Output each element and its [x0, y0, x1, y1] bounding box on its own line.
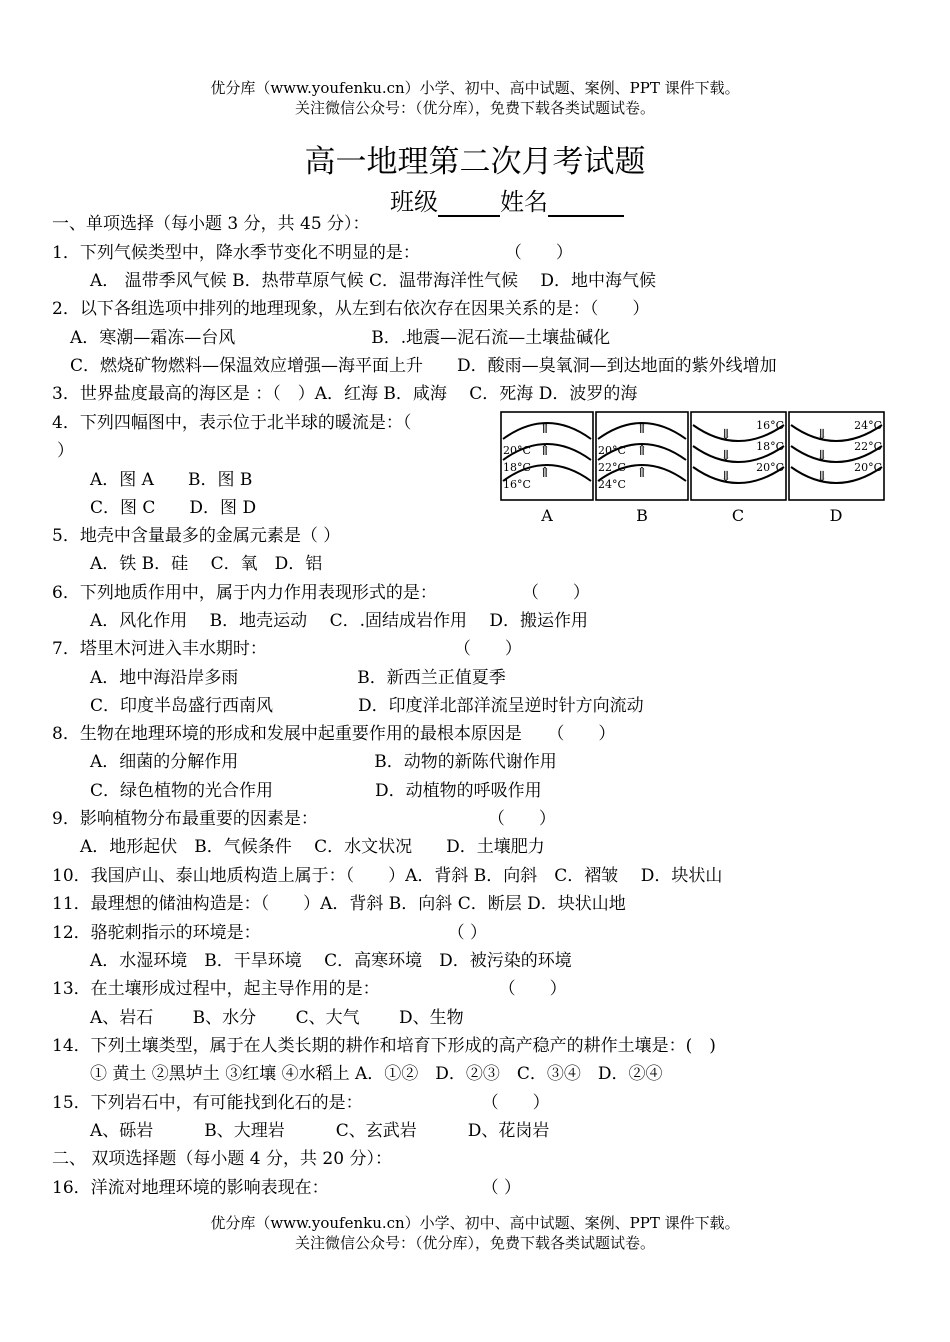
- ocean-current-figure: [500, 411, 910, 529]
- question-line: 6．下列地质作用中，属于内力作用表现形式的是： （ ）: [52, 583, 590, 603]
- panel-label: C: [731, 506, 745, 525]
- arrow-up-icon: ⇑: [539, 443, 551, 459]
- header-line-2: 关注微信公众号：（优分库），免费下载各类试题试卷。: [294, 99, 655, 117]
- arrow-up-icon: ⇑: [636, 465, 648, 481]
- name-blank: [548, 193, 624, 217]
- question-line: 1．下列气候类型中，降水季节变化不明显的是： （ ）: [52, 243, 573, 263]
- footer-line-1: 优分库（www.youfenku.cn）小学、初中、高中试题、案例、PPT 课件下载。: [210, 1214, 740, 1232]
- question-line: 7．塔里木河进入丰水期时： （ ）: [52, 639, 522, 659]
- option-line: A． 温带季风气候 B．热带草原气候 C．温带海洋性气候 D．地中海气候: [90, 271, 657, 291]
- isotherm-label: 22°C: [854, 440, 882, 453]
- page-title: 高一地理第二次月考试题: [304, 144, 646, 180]
- header-line-1: 优分库（www.youfenku.cn）小学、初中、高中试题、案例、PPT 课件下载。: [210, 79, 740, 97]
- class-label: 班级: [390, 188, 438, 216]
- question-line: 15．下列岩石中，有可能找到化石的是： （ ）: [52, 1093, 550, 1113]
- option-line: A．寒潮—霜冻—台风 B．.地震—泥石流—土壤盐碱化: [70, 328, 611, 348]
- option-line: C．印度半岛盛行西南风 D．印度洋北部洋流呈逆时针方向流动: [90, 696, 644, 716]
- panel-label: B: [636, 506, 648, 525]
- name-label: 姓名: [500, 188, 548, 216]
- question-line: 16．洋流对地理环境的影响表现在： （ ）: [52, 1178, 522, 1198]
- section-2-heading: 二、 双项选择题（每小题 4 分，共 20 分）：: [52, 1149, 392, 1169]
- isotherm-label: 16°C: [756, 419, 784, 432]
- question-line: 11．最理想的储油构造是：（ ）A．背斜 B．向斜 C．断层 D．块状山地: [52, 894, 626, 914]
- option-line: C．燃烧矿物燃料—保温效应增强—海平面上升 D．酸雨—臭氧洞—到达地面的紫外线增加: [70, 356, 777, 376]
- question-line: 14．下列土壤类型，属于在人类长期的耕作和培育下形成的高产稳产的耕作土壤是：( ): [52, 1036, 716, 1056]
- panel-d: [789, 412, 884, 525]
- question-line: 13．在土壤形成过程中，起主导作用的是： （ ）: [52, 979, 567, 999]
- question-line: 3．世界盐度最高的海区是 ：（ ）A．红海 B．咸海 C．死海 D．波罗的海: [52, 384, 638, 404]
- option-line: A．水湿环境 B．干旱环境 C．高寒环境 D．被污染的环境: [90, 951, 572, 971]
- arrow-down-icon: ⇓: [816, 469, 828, 485]
- arrow-down-icon: ⇓: [816, 448, 828, 464]
- arrow-up-icon: ⇑: [636, 443, 648, 459]
- option-line: A、岩石 B、水分 C、大气 D、生物: [90, 1008, 464, 1028]
- arrow-up-icon: ⇑: [539, 421, 551, 437]
- isotherm-label: 18°C: [756, 440, 784, 453]
- arrow-up-icon: ⇑: [636, 421, 648, 437]
- arrow-down-icon: ⇓: [720, 448, 732, 464]
- panel-label: A: [541, 506, 553, 525]
- class-blank: [438, 193, 500, 217]
- option-line: A．细菌的分解作用 B．动物的新陈代谢作用: [90, 752, 557, 772]
- panel-c: [691, 412, 786, 525]
- option-line: A．铁 B．硅 C．氧 D．铝: [90, 554, 323, 574]
- question-line: 2．以下各组选项中排列的地理现象，从左到右依次存在因果关系的是：（ ）: [52, 299, 650, 319]
- isotherm-label: 20°C: [598, 444, 626, 457]
- option-line: C．图 C D．图 D: [90, 498, 257, 518]
- arrow-down-icon: ⇓: [720, 427, 732, 443]
- arrow-down-icon: ⇓: [816, 427, 828, 443]
- question-line: 10．我国庐山、泰山地质构造上属于：（ ）A．背斜 B．向斜 C．褶皱 D．块状山: [52, 866, 723, 886]
- isotherm-label: 16°C: [503, 478, 531, 491]
- question-line: 9．影响植物分布最重要的因素是： （ ）: [52, 809, 556, 829]
- footer-line-2: 关注微信公众号：（优分库），免费下载各类试题试卷。: [294, 1234, 655, 1252]
- question-line: 4．下列四幅图中，表示位于北半球的暖流是：（: [52, 413, 412, 433]
- isotherm-label: 20°C: [756, 461, 784, 474]
- arrow-up-icon: ⇑: [539, 465, 551, 481]
- isotherm-label: 24°C: [854, 419, 882, 432]
- option-line: ① 黄土 ②黑垆土 ③红壤 ④水稻上 A．①② D．②③ C．③④ D．②④: [90, 1064, 663, 1084]
- panel-label: D: [829, 506, 843, 525]
- option-line: A．风化作用 B．地壳运动 C．.固结成岩作用 D．搬运作用: [90, 611, 589, 631]
- isotherm-label: 20°C: [854, 461, 882, 474]
- question-line: 8．生物在地理环境的形成和发展中起重要作用的最根本原因是 （ ）: [52, 724, 616, 744]
- panel-b: [596, 412, 688, 525]
- panel-a: [501, 412, 593, 525]
- question-line-cont: ）: [57, 441, 74, 461]
- isotherm-label: 20°C: [503, 444, 531, 457]
- option-line: A．图 A B．图 B: [90, 470, 253, 490]
- isotherm-label: 22°C: [598, 461, 626, 474]
- isotherm-label: 18°C: [503, 461, 531, 474]
- option-line: A．地形起伏 B．气候条件 C．水文状况 D．土壤肥力: [80, 837, 545, 857]
- isotherm-label: 24°C: [598, 478, 626, 491]
- student-info-line: [390, 182, 624, 217]
- question-line: 12．骆驼刺指示的环境是： （ ）: [52, 923, 488, 943]
- option-line: C．绿色植物的光合作用 D．动植物的呼吸作用: [90, 781, 542, 801]
- arrow-down-icon: ⇓: [720, 469, 732, 485]
- section-1-heading: 一、单项选择（每小题 3 分，共 45 分）：: [52, 214, 370, 234]
- question-line: 5．地壳中含量最多的金属元素是（ ）: [52, 526, 341, 546]
- option-line: A．地中海沿岸多雨 B．新西兰正值夏季: [90, 668, 506, 688]
- option-line: A、砾岩 B、大理岩 C、玄武岩 D、花岗岩: [90, 1121, 550, 1141]
